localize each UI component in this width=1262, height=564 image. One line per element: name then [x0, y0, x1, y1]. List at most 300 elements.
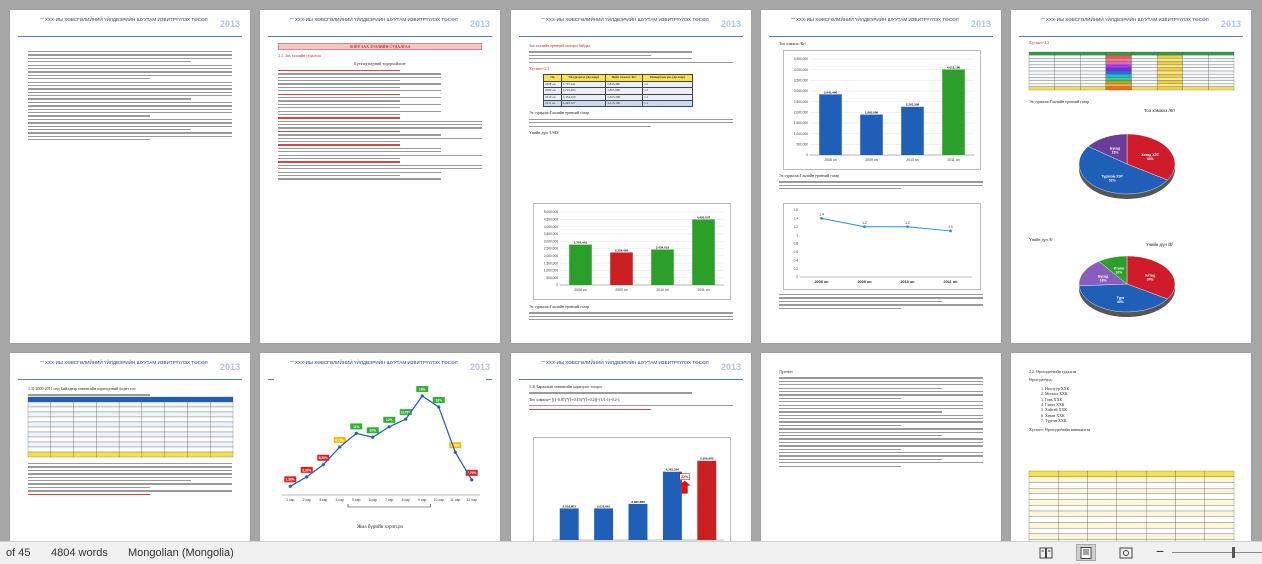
section-heading: Дүгнэлт [779, 369, 793, 374]
table-cell [1146, 522, 1175, 528]
table-cell [1146, 471, 1175, 477]
section-subtitle: Бүтээгдэхүүний тодорхойлолт [354, 61, 406, 67]
data-label: 2,305,880 [631, 499, 645, 504]
slice-label: Бусад [1109, 146, 1121, 151]
table-cell [1205, 528, 1234, 534]
data-label: 1.2 [905, 220, 910, 225]
table-cell [1055, 68, 1081, 71]
page-header: "" XXX-ИЫ ХӨВСГӨЛИЙНИЙ ҮЙЛДВЭРИЙН ШУУТАМ ИЗВИТРҮҮЛЭХ ТӨСӨЛ 2013 [268, 16, 492, 37]
table-cell [1175, 522, 1204, 528]
table-cell [1029, 65, 1055, 68]
table-cell [119, 422, 142, 427]
table-cell [1055, 58, 1081, 61]
table-cell [1117, 488, 1146, 494]
table-cell [1088, 511, 1117, 517]
table-cell [1088, 477, 1117, 483]
table-cell [1058, 500, 1087, 506]
table-cell [119, 397, 142, 402]
table-cell [165, 452, 188, 457]
table-cell [1029, 488, 1058, 494]
table-cell [1132, 87, 1158, 90]
table-cell [1117, 522, 1146, 528]
usd-bar-chart-svg [534, 204, 730, 299]
table-cell [119, 427, 142, 432]
table-cell [28, 412, 51, 417]
data-label: 4,493,527 [696, 215, 711, 220]
bar [560, 508, 579, 540]
data-label: 1.4 [819, 212, 824, 217]
page-thumbnail-7[interactable] [260, 353, 500, 553]
section-heading: 2.2. Өрсөлдөгчийн судалгаа [1029, 369, 1077, 374]
table-cell [1106, 65, 1132, 68]
table-cell [119, 407, 142, 412]
page-count[interactable]: of 45 [6, 547, 31, 559]
table-cell [1132, 52, 1158, 55]
table-cell [1080, 84, 1106, 87]
table-cell [210, 427, 233, 432]
slice-value: 40% [1117, 299, 1124, 304]
data-label: 11% [353, 424, 360, 429]
page-thumbnail-1[interactable] [10, 10, 250, 343]
table-cell [1117, 517, 1146, 523]
table-cell [28, 407, 51, 412]
table-cell [1029, 511, 1058, 517]
table-cell [1146, 534, 1175, 540]
table-cell [1088, 505, 1117, 511]
table-cell [1058, 528, 1087, 534]
x-tick-label: 2010 он [656, 288, 669, 292]
table-cell [1132, 65, 1158, 68]
table-cell [1080, 65, 1106, 68]
table-cell [1088, 471, 1117, 477]
x-tick-label: 12 сар [466, 498, 477, 502]
table-caption: Хүснэгт-2.1 [529, 65, 550, 71]
chart-title: Тоо хэмжээ /Кг/ [779, 41, 807, 46]
table-cell [74, 432, 97, 437]
table-cell [74, 422, 97, 427]
table-cell [1183, 62, 1209, 65]
zoom-slider-thumb[interactable] [1232, 547, 1235, 558]
growth-line-svg [274, 379, 486, 509]
table-cell [1029, 81, 1055, 84]
table-cell [1175, 494, 1204, 500]
chart-title: Үнийн дүн /$/ [1146, 242, 1173, 247]
table-cell [210, 447, 233, 452]
table-cell [210, 442, 233, 447]
x-tick-label: 3 сар [319, 498, 328, 502]
table-cell [1175, 482, 1204, 488]
table-cell [28, 447, 51, 452]
y-tick-label: 2,500,000 [543, 246, 558, 251]
x-tick-label: 2011 он [943, 280, 958, 284]
table-cell [1080, 68, 1106, 71]
price-line-chart-svg [784, 204, 980, 289]
table-cell [187, 407, 210, 412]
y-tick-label: 4,500,000 [793, 57, 808, 62]
web-layout-button[interactable] [1116, 544, 1136, 561]
y-tick-label: 0.2 [793, 266, 798, 271]
data-label: 5,50% [318, 456, 328, 461]
table-cell [1058, 471, 1087, 477]
table-cell [142, 442, 165, 447]
table-cell [1205, 500, 1234, 506]
table-cell [96, 437, 119, 442]
table-cell [1058, 511, 1087, 517]
table-cell [1157, 62, 1183, 65]
print-layout-button[interactable] [1076, 544, 1096, 561]
table-cell [28, 432, 51, 437]
table-cell [142, 402, 165, 407]
table-cell [1208, 74, 1234, 77]
data-label: 5,058,900 [700, 456, 714, 461]
chart-title: Үнийн дүн /$/ [1029, 237, 1053, 242]
table-cell [51, 437, 74, 442]
table-cell [1183, 71, 1209, 74]
slice-value: 51% [1108, 178, 1116, 183]
table-cell [1055, 87, 1081, 90]
table-cell [96, 397, 119, 402]
table-cell [51, 417, 74, 422]
page-thumbnail-10[interactable]: 2.2. Өрсөлдөгчийн судалгаа Өрсөлдөгчид: 1. Ноолуур ХХК 2. Монгол ХХК 3. Говь ХХК 4. Гэмээ ХХК 5. Хайтэй ХХК 6. Хатан ХХК 7. Түргэн ХХК Хүснэгт: Өрсөлдөгчийн шинжилгээ [1011, 353, 1251, 553]
data-label: 4,361,294 [665, 467, 680, 472]
table-cell [51, 442, 74, 447]
x-tick-label: 9 сар [418, 498, 427, 502]
x-tick-label: 7 сар [385, 498, 394, 502]
page-thumbnail-6[interactable] [10, 353, 250, 553]
table-cell [1157, 74, 1183, 77]
table-cell [210, 397, 233, 402]
chart-title: Тоо хэмжээ /Кг/ [1143, 108, 1176, 113]
table-cell [28, 397, 51, 402]
data-label: 4,013,190 [946, 65, 961, 70]
y-tick-label: 0 [556, 283, 558, 288]
slice-value: 10% [1115, 270, 1123, 275]
x-tick-label: 2011 он [947, 158, 960, 162]
page-thumbnail-3[interactable]: "" XXX-ИЫ ХӨВСГӨЛИЙНИЙ ҮЙЛДВЭРИЙН ШУУТАМ ИЗВИТРҮҮЛЭХ ТӨСӨЛ 2013 Зах зээлийн ерөнхий нөхцөл байдал Хүснэгт-2.1 Он Үйлдвэрлэл (Доллар) Нийт хэмжээ /Кг/ Импортын үнэ (Доллар) 2008 он 2,767,441 2,845,480 1.0 2009 он 2,229,484 1,895,980 1.2 2010 он 2,434,019 2,263,398 1.2 2011 он 4,493,527 4,013,190 1.1 Эх сурвалж:Гаалийн ерөнхий газар Үнийн дүн /USD/ 5,000,000 4,500,000 4,000,000 3,500,000 3,000,000 2,500,000 2,000,000 1,500,000 1,000,000 500,000 0 2,767,441 2008 он 2,229,484 2009 он 2,434,019 2010 он 4,493,527 2011 он Эх сурвалж:Гаалийн ерөнхий газар [511, 10, 751, 343]
table-cell [1080, 71, 1106, 74]
book-icon [1039, 547, 1053, 559]
table-cell [1055, 74, 1081, 77]
slice-label: Турк [1116, 295, 1125, 300]
table-cell [142, 427, 165, 432]
table-cell [51, 412, 74, 417]
table-cell [187, 422, 210, 427]
y-tick-label: 0 [806, 153, 808, 158]
table-cell [1106, 58, 1132, 61]
table-cell [74, 412, 97, 417]
table-cell [1029, 84, 1055, 87]
zoom-slider[interactable] [1172, 552, 1262, 553]
table-cell [1080, 58, 1106, 61]
table-cell [1183, 65, 1209, 68]
table-cell [142, 407, 165, 412]
table-cell [119, 402, 142, 407]
table-cell [28, 402, 51, 407]
table-cell [28, 442, 51, 447]
table-cell [210, 432, 233, 437]
table-cell [51, 427, 74, 432]
y-tick-label: 500,000 [546, 275, 558, 280]
table-cell [1183, 81, 1209, 84]
table-cell [1205, 488, 1234, 494]
table-cell [74, 447, 97, 452]
table-cell [1080, 52, 1106, 55]
table-cell [1058, 494, 1087, 500]
table-cell [96, 412, 119, 417]
table-cell [210, 417, 233, 422]
table-cell [1205, 505, 1234, 511]
language-indicator[interactable]: Mongolian (Mongolia) [128, 547, 234, 559]
page-header [18, 16, 242, 37]
table-cell [1088, 482, 1117, 488]
table-cell [1106, 55, 1132, 58]
slice-value: 34% [1146, 157, 1154, 162]
table-cell [1146, 488, 1175, 494]
y-tick-label: 1.6 [793, 208, 798, 213]
data-label: 2,434,019 [655, 245, 670, 250]
demand-bar-chart [533, 437, 731, 555]
table-cell [119, 452, 142, 457]
x-tick-label: 6 сар [368, 498, 377, 502]
table-cell [51, 432, 74, 437]
table-cell [1055, 77, 1081, 80]
data-label: 1.1 [948, 224, 953, 229]
table-cell [1205, 494, 1234, 500]
table-cell [187, 412, 210, 417]
page-thumbnail-8[interactable] [511, 353, 751, 553]
table-cell [1175, 534, 1204, 540]
table-cell [74, 452, 97, 457]
data-label: 2,018,603 [562, 504, 576, 509]
read-mode-button[interactable] [1036, 544, 1056, 561]
table-cell [119, 447, 142, 452]
y-tick-label: 1,500,000 [543, 261, 558, 266]
slice-label: Хятад ХЭТ [1141, 153, 1159, 158]
table-cell [28, 452, 51, 457]
table-cell [1088, 500, 1117, 506]
table-cell [1175, 471, 1204, 477]
table-cell [210, 437, 233, 442]
pie-usd-chart [1055, 240, 1245, 335]
bar [860, 115, 883, 155]
table-cell [1117, 482, 1146, 488]
y-tick-label: 3,000,000 [543, 239, 558, 244]
table-cell [1117, 471, 1146, 477]
table-cell [96, 427, 119, 432]
table-cell [1058, 522, 1087, 528]
y-tick-label: 4,500,000 [543, 217, 558, 222]
bar [663, 472, 682, 540]
y-tick-label: 1 [796, 233, 798, 238]
x-tick-label: 2010 он [900, 280, 915, 284]
table-cell [1157, 87, 1183, 90]
bar [610, 252, 633, 285]
zoom-out-button[interactable]: − [1156, 543, 1165, 559]
table-cell [1029, 77, 1055, 80]
table-cell [1205, 522, 1234, 528]
y-tick-label: 500,000 [796, 142, 808, 147]
bar [651, 249, 674, 285]
table-cell [1157, 52, 1183, 55]
x-tick-label: 11 сар [450, 498, 461, 502]
x-tick-label: 2008 он [824, 158, 837, 162]
table-cell [1029, 517, 1058, 523]
table-cell [74, 407, 97, 412]
table-cell [1183, 58, 1209, 61]
table-cell [1208, 81, 1234, 84]
table-cell [1157, 58, 1183, 61]
table-cell [1080, 62, 1106, 65]
table-cell [1058, 482, 1087, 488]
table-cell [1055, 71, 1081, 74]
slice-label: Түрэхэм ХЭТ [1101, 174, 1123, 179]
page-header: "" XXX-ИЫ ХӨВСГӨЛИЙНИЙ ҮЙЛДВЭРИЙН ШУУТАМ ИЗВИТРҮҮЛЭХ ТӨСӨЛ 2013 [1019, 16, 1243, 37]
slice-value: 34% [1146, 277, 1154, 282]
bar [629, 504, 648, 540]
table-cell [1055, 62, 1081, 65]
table-cell [1208, 68, 1234, 71]
table-cell [1117, 511, 1146, 517]
table-cell [1175, 505, 1204, 511]
table-cell [165, 437, 188, 442]
table-cell [165, 422, 188, 427]
table-cell [1132, 74, 1158, 77]
import-table: Он Үйлдвэрлэл (Доллар) Нийт хэмжээ /Кг/ Импортын үнэ (Доллар) 2008 он 2,767,441 2,845,480 1.0 2009 он 2,229,484 1,895,980 1.2 2010 он 2,434,019 2,263,398 1.2 2011 он 4,493,527 4,013,190 1.1 [543, 74, 693, 107]
table-cell [142, 437, 165, 442]
table-cell [210, 407, 233, 412]
page-text: Зах зээлийн ерөнхий нөхцөл байдал Хүснэгт-2.1 Он Үйлдвэрлэл (Доллар) Нийт хэмжээ /Кг/ Импортын үнэ (Доллар) 2008 он 2,767,441 2,845,480 1.0 2009 он 2,229,484 1,895,980 1.2 2010 он 2,434,019 2,263,398 1.2 2011 он 4,493,527 4,013,190 1.1 Эх сурвалж:Гаалийн ерөнхий газар Үнийн дүн /USD/ [529, 43, 733, 135]
slice-label: Бусад [1098, 274, 1109, 279]
bar [569, 245, 592, 285]
y-tick-label: 1.2 [793, 224, 798, 229]
series-line [822, 218, 951, 231]
y-tick-label: 0.4 [793, 258, 798, 263]
data-label: 2,845,480 [823, 90, 838, 95]
table-cell [1117, 500, 1146, 506]
table-cell [1146, 511, 1175, 517]
table-cell [1183, 77, 1209, 80]
table-cell [96, 407, 119, 412]
web-layout-icon [1119, 547, 1133, 559]
header-year: 2013 [219, 19, 240, 29]
y-tick-label: 1,500,000 [793, 121, 808, 126]
header-title: "" XXX-ИЫ ХӨВСГӨЛИЙНИЙ ҮЙЛДВЭРИЙН ШУУТАМ ИЗВИТРҮҮЛЭХ ТӨСӨЛ [40, 17, 208, 22]
table-cell [1106, 84, 1132, 87]
y-tick-label: 0.6 [793, 250, 798, 255]
table-cell [1117, 477, 1146, 483]
section-heading: 1.3) Бараалын хөвөнгийн хэрэгцээг тооцох [529, 384, 602, 389]
y-tick-label: 3,000,000 [793, 89, 808, 94]
pie-kg-svg [1055, 106, 1245, 216]
table-cell [1157, 81, 1183, 84]
table-cell [165, 417, 188, 422]
table-cell [1029, 477, 1058, 483]
table-cell [1183, 84, 1209, 87]
bar [697, 461, 716, 540]
y-tick-label: 3,500,000 [793, 78, 808, 83]
table-cell [165, 407, 188, 412]
table-cell [1117, 528, 1146, 534]
table-cell [1088, 488, 1117, 494]
table-cell [1183, 52, 1209, 55]
data-label: 3,30% [302, 468, 312, 473]
table-cell [1175, 477, 1204, 483]
table-cell [96, 452, 119, 457]
table-cell [74, 442, 97, 447]
table-cell [210, 412, 233, 417]
page-thumbnail-2[interactable] [260, 10, 500, 343]
table-cell [51, 402, 74, 407]
table-cell [210, 452, 233, 457]
table-cell [165, 427, 188, 432]
kg-bar-chart-svg [784, 51, 980, 169]
x-tick-label: 1 сар [286, 498, 295, 502]
table-cell [1208, 52, 1234, 55]
table-cell [165, 447, 188, 452]
section-heading: 1.3) 2000-2011 онд Бийлдвэр хөвөнгийн хэрэгцээний бодит тоо [28, 386, 136, 391]
table-cell [1132, 81, 1158, 84]
table-cell [187, 397, 210, 402]
table-cell [96, 417, 119, 422]
table-cell [1080, 81, 1106, 84]
table-cell [142, 412, 165, 417]
x-tick-label: 10 сар [433, 498, 444, 502]
table-cell [1117, 505, 1146, 511]
data-label: 2,021,661 [596, 504, 611, 509]
slice-value: 15% [1111, 150, 1119, 155]
table-cell [1106, 68, 1132, 71]
y-tick-label: 5,000,000 [543, 210, 558, 215]
section-title: 2.1. Зах зээлийн судалгаа [278, 53, 321, 58]
table-cell [1029, 534, 1058, 540]
table-cell [1157, 55, 1183, 58]
table-cell [1157, 71, 1183, 74]
table-cell [1132, 71, 1158, 74]
table-cell [1132, 68, 1158, 71]
data-label: 1,58% [285, 477, 295, 482]
y-tick-label: 1,000,000 [793, 131, 808, 136]
data-label: 1,895,980 [864, 110, 879, 115]
page-thumbnail-4[interactable]: "" XXX-ИЫ ХӨВСГӨЛИЙНИЙ ҮЙЛДВЭРИЙН ШУУТАМ ИЗВИТРҮҮЛЭХ ТӨСӨЛ 2013 Тоо хэмжээ /Кг/ 4,500,000 4,000,000 3,500,000 3,000,000 2,500,000 2,000,000 1,500,000 1,000,000 500,000 0 2,845,480 2008 он 1,895,980 2009 он 2,263,398 2010 он 4,013,190 2011 он Эх сурвалж:Гаалийн ерөнхий газар 1.6 1.4 1.2 1 0.8 0.6 0.4 0.2 0 1.4 2008 он 1.2 2009 он 1.2 2010 он 1.1 2011 он [761, 10, 1001, 343]
page-thumbnail-5[interactable]: "" XXX-ИЫ ХӨВСГӨЛИЙНИЙ ҮЙЛДВЭРИЙН ШУУТАМ ИЗВИТРҮҮЛЭХ ТӨСӨЛ 2013 Хүснэгт-2.2 Эх сурвалж:Гаалийн ерөнхий газар Тоо хэмжээ /Кг/ Хятад ХЭТ 34% Түрэхэм ХЭТ 51% Бусад 15% Үнийн дүн /$/ Үнийн дүн /$/ Хятад 34% Турк 40% Бусад 16% Итали 10% [1011, 10, 1251, 343]
table-cell [142, 397, 165, 402]
word-count[interactable]: 4804 words [51, 547, 108, 559]
table-cell [74, 437, 97, 442]
y-tick-label: 4,000,000 [543, 224, 558, 229]
bar [901, 107, 924, 155]
table-cell [1029, 87, 1055, 90]
x-tick-label: 2009 он [865, 158, 878, 162]
table-cell [1117, 534, 1146, 540]
bar [594, 508, 613, 540]
table-cell [28, 417, 51, 422]
table-cell [1183, 55, 1209, 58]
table-cell [1175, 488, 1204, 494]
slice-value: 16% [1099, 278, 1107, 283]
page-text [278, 43, 482, 180]
data-label: 8,73% [335, 438, 345, 443]
section-heading: Зах зээлийн ерөнхий нөхцөл байдал [529, 43, 591, 48]
table-cell [1157, 65, 1183, 68]
table-cell [1117, 494, 1146, 500]
table-cell [142, 417, 165, 422]
table-cell [1175, 517, 1204, 523]
y-tick-label: 2,500,000 [793, 99, 808, 104]
table-cell [1080, 77, 1106, 80]
data-label: 10% [369, 428, 376, 433]
x-tick-label: 2009 он [857, 280, 872, 284]
page-thumbnail-9[interactable] [761, 353, 1001, 553]
